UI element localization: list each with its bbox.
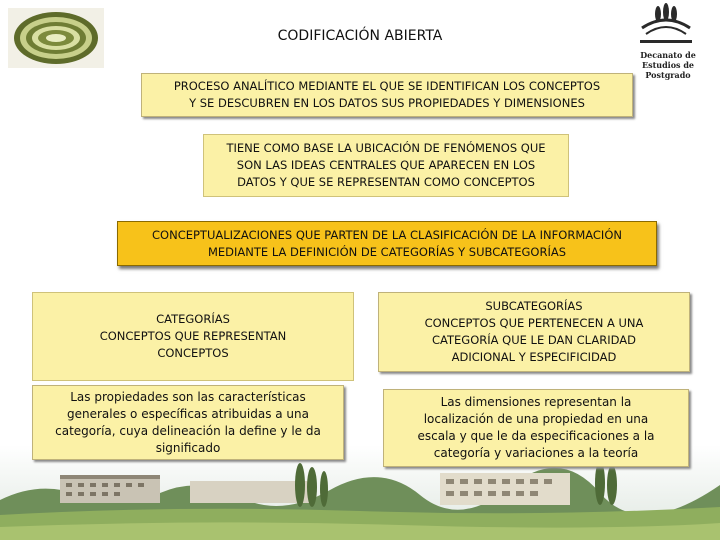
categories-box: CATEGORÍAS CONCEPTOS QUE REPRESENTAN CONCEPTOS — [32, 292, 354, 381]
postgraduate-logo-icon — [636, 2, 696, 50]
postgraduate-logo-text: Decanato de Estudios de Postgrado — [640, 50, 696, 80]
conceptualizations-box: CONCEPTUALIZACIONES QUE PARTEN DE LA CLASIFICACIÓN DE LA INFORMACIÓN MEDIANTE LA DEFINICIÓN DE CATEGORÍAS Y SUBCATEGORÍAS — [117, 221, 657, 266]
subcategories-box: SUBCATEGORÍAS CONCEPTOS QUE PERTENECEN A UNA CATEGORÍA QUE LE DAN CLARIDAD ADICIONAL Y ESPECIFICIDAD — [378, 292, 690, 372]
definition-box: PROCESO ANALÍTICO MEDIANTE EL QUE SE IDENTIFICAN LOS CONCEPTOS Y SE DESCUBREN EN LOS DATOS SUS PROPIEDADES Y DIMENSIONES — [141, 73, 633, 117]
dimensions-box: Las dimensiones representan la localización de una propiedad en una escala y que le da especificaciones a la categoría y variaciones a la teoría — [383, 389, 689, 467]
basis-box: TIENE COMO BASE LA UBICACIÓN DE FENÓMENOS QUE SON LAS IDEAS CENTRALES QUE APARECEN EN LOS DATOS Y QUE SE REPRESENTAN COMO CONCEPTOS — [203, 134, 569, 197]
page-title: CODIFICACIÓN ABIERTA — [277, 28, 443, 44]
properties-box: Las propiedades son las características generales o específicas atribuidas a una categoría, cuya delineación la define y le da significado — [32, 385, 344, 460]
